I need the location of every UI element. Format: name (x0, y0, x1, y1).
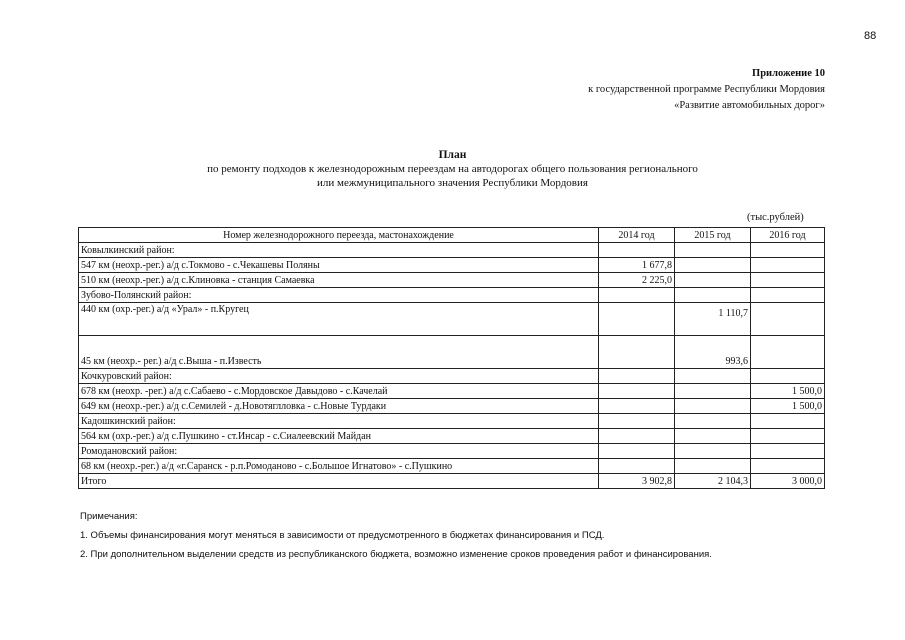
row-name: Кочкуровский район: (79, 369, 599, 384)
plan-title: План (438, 149, 467, 161)
cell-2015 (675, 243, 751, 258)
cell-2014: 2 225,0 (599, 273, 675, 288)
cell-2014 (599, 459, 675, 474)
cell-2015 (675, 369, 751, 384)
cell-2016 (751, 336, 825, 369)
units-label: (тыс.рублей) (747, 212, 804, 223)
cell-2016 (751, 414, 825, 429)
appendix-title: Приложение 10 (752, 68, 825, 79)
table-row (79, 459, 825, 474)
cell-2016 (751, 303, 825, 336)
note-2: 2. При дополнительном выделении средств из республиканского бюджета, возможно изменение сроков проведения работ и финансирования. (80, 549, 712, 560)
table-row (79, 384, 825, 399)
header-location: Номер железнодорожного переезда, мастонахождение (79, 228, 599, 243)
cell-2016 (751, 258, 825, 273)
row-name: Ромодановский район: (79, 444, 599, 459)
header-2016: 2016 год (751, 228, 825, 243)
total-2015: 2 104,3 (675, 474, 751, 489)
row-name: Ковылкинский район: (79, 243, 599, 258)
table-row (79, 288, 825, 303)
appendix-header (588, 66, 825, 114)
row-name: 45 км (неохр.- рег.) а/д с.Выша - п.Известь (79, 336, 599, 369)
cell-2014 (599, 384, 675, 399)
row-name: 440 км (охр.-рег.) а/д «Урал» - п.Кругец (79, 303, 599, 336)
cell-2015: 1 110,7 (675, 303, 751, 336)
cell-2016 (751, 369, 825, 384)
row-name: 510 км (неохр.-рег.) а/д с.Клиновка - станция Самаевка (79, 273, 599, 288)
table-row (79, 414, 825, 429)
cell-2014 (599, 288, 675, 303)
cell-2016 (751, 273, 825, 288)
notes-heading: Примечания: (80, 511, 138, 522)
table-row (79, 336, 825, 369)
table-row (79, 444, 825, 459)
row-name: 678 км (неохр. -рег.) а/д с.Сабаево - с.Мордовское Давыдово - с.Качелай (79, 384, 599, 399)
cell-2014 (599, 336, 675, 369)
page-number: 88 (864, 30, 877, 42)
table-row (79, 273, 825, 288)
cell-2015 (675, 258, 751, 273)
cell-2015: 993,6 (675, 336, 751, 369)
appendix-line-1: к государственной программе Республики Мордовия (588, 84, 825, 95)
cell-2015 (675, 273, 751, 288)
cell-2016 (751, 243, 825, 258)
plan-table (78, 227, 825, 489)
row-name: 649 км (неохр.-рег.) а/д с.Семилей - д.Новотяглловка - с.Новые Турдаки (79, 399, 599, 414)
cell-2014 (599, 369, 675, 384)
appendix-line-2: «Развитие автомобильных дорог» (674, 100, 825, 111)
cell-2015 (675, 399, 751, 414)
cell-2015 (675, 288, 751, 303)
row-name: 547 км (неохр.-рег.) а/д с.Токмово - с.Чекашевы Поляны (79, 258, 599, 273)
total-2016: 3 000,0 (751, 474, 825, 489)
table-row (79, 243, 825, 258)
table-row (79, 369, 825, 384)
cell-2015 (675, 459, 751, 474)
cell-2016: 1 500,0 (751, 399, 825, 414)
cell-2014 (599, 414, 675, 429)
plan-heading (0, 148, 905, 190)
row-name: 564 км (охр.-рег.) а/д с.Пушкино - ст.Инсар - с.Сиалеевский Майдан (79, 429, 599, 444)
notes-section (80, 507, 712, 564)
table-row (79, 399, 825, 414)
cell-2016 (751, 288, 825, 303)
cell-2015 (675, 429, 751, 444)
header-2015: 2015 год (675, 228, 751, 243)
cell-2014: 1 677,8 (599, 258, 675, 273)
cell-2014 (599, 444, 675, 459)
row-name: Зубово-Полянский район: (79, 288, 599, 303)
cell-2015 (675, 384, 751, 399)
cell-2014 (599, 429, 675, 444)
header-2014: 2014 год (599, 228, 675, 243)
total-2014: 3 902,8 (599, 474, 675, 489)
plan-subtitle-1: по ремонту подходов к железнодорожным переездам на автодорогах общего пользования регионального (207, 163, 698, 175)
cell-2016 (751, 459, 825, 474)
plan-subtitle-2: или межмуниципального значения Республики Мордовия (317, 177, 588, 189)
total-label: Итого (79, 474, 599, 489)
cell-2015 (675, 444, 751, 459)
cell-2014 (599, 399, 675, 414)
cell-2015 (675, 414, 751, 429)
cell-2016: 1 500,0 (751, 384, 825, 399)
note-1: 1. Объемы финансирования могут меняться в зависимости от предусмотренного в бюджетах финансирования и ПСД. (80, 530, 605, 541)
row-name: Кадошкинский район: (79, 414, 599, 429)
table-row (79, 258, 825, 273)
table-header-row (79, 228, 825, 243)
row-name: 68 км (неохр.-рег.) а/д «г.Саранск - р.п.Ромоданово - с.Большое Игнатово» - с.Пушкино (79, 459, 599, 474)
cell-2014 (599, 243, 675, 258)
table-row (79, 303, 825, 336)
table-total-row (79, 474, 825, 489)
cell-2016 (751, 444, 825, 459)
table-row (79, 429, 825, 444)
cell-2014 (599, 303, 675, 336)
cell-2016 (751, 429, 825, 444)
